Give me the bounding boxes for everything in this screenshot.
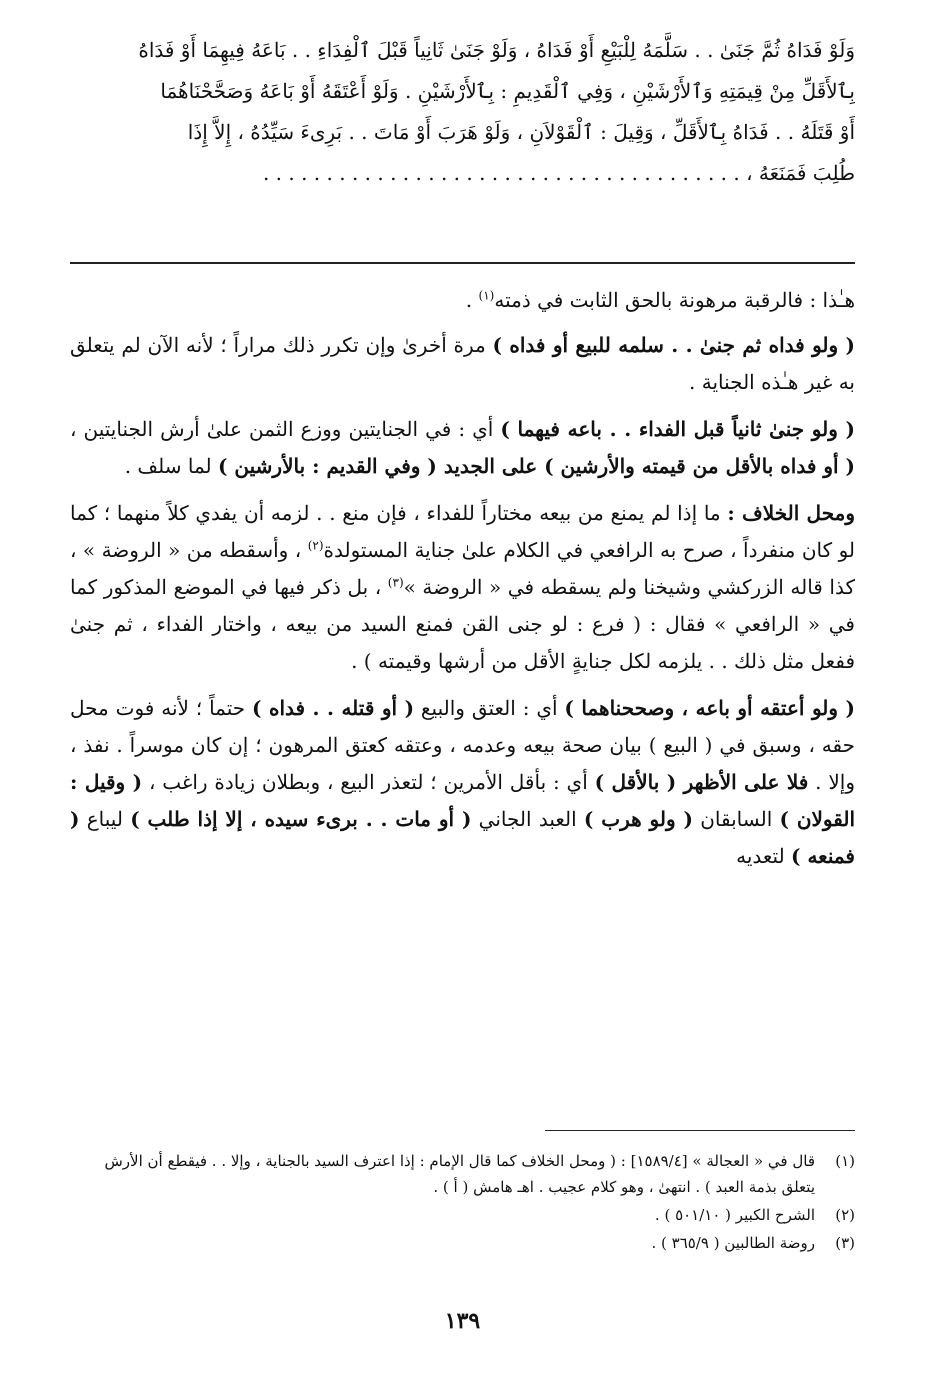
footnote-2-text: الشرح الكبير ( ٥٠١/١٠ ) . xyxy=(654,1206,815,1224)
p5-text-3: أي : بأقل الأمرين ؛ لتعذر البيع ، وبطلان زيادة راغب ، xyxy=(142,770,595,794)
footnotes xyxy=(70,1148,855,1258)
p5-matn-quote-7: ( فمنعه ) xyxy=(70,807,855,868)
commentary-paragraph-2 xyxy=(70,327,855,401)
p5-text-7: لتعديه xyxy=(736,844,792,868)
p5-matn-quote-1: ( ولو أعتقه أو باعه ، وصححناهما ) xyxy=(564,696,855,720)
p5-text-1: أي : العتق والبيع xyxy=(414,696,565,720)
footnote-1-number: (١) xyxy=(835,1152,855,1170)
footnote-1 xyxy=(70,1148,855,1200)
p1-text-2: . xyxy=(465,288,479,312)
p5-matn-quote-5: ( ولو هرب ) xyxy=(583,807,693,831)
commentary-paragraph-3 xyxy=(70,411,855,485)
p5-text-2: حتماً ؛ لأنه فوت محل حقه ، وسبق في ( البيع ) بيان صحة بيعه وعدمه ، وعتقه كعتق المرهون ؛ إن كان موسراً . نفذ ، وإلا . xyxy=(70,696,855,794)
p4-text-2: ، وأسقطه من « الروضة » ، كذا قاله الزركشي وشيخنا ولم يسقطه في « الروضة » xyxy=(70,538,856,599)
commentary-paragraph-4 xyxy=(70,495,855,680)
matn-line-2: بِٱلأَقَلِّ مِنْ قِيمَتِهِ وَٱلأَرْشَيْنِ ، وَفِي ٱلْقَدِيمِ : بِٱلأَرْشَيْنِ . وَلَوْ أَعْتَقَهُ أَوْ بَاعَهُ وَصَحَّحْنَاهُمَا xyxy=(160,79,855,103)
matn-line-3: أَوْ قَتَلَهُ . . فَدَاهُ بِٱلأَقَلِّ ، وَقِيلَ : ٱلْقَوْلاَنِ ، وَلَوْ هَرَبَ أَوْ مَاتَ . . بَرِىءَ سَيِّدُهُ ، إِلاَّ إِذَا xyxy=(187,120,855,144)
footnote-ref-1: (١) xyxy=(478,288,495,303)
footnote-2-number: (٢) xyxy=(835,1206,855,1224)
p5-text-6: ليباع xyxy=(79,807,131,831)
matn-line-1: وَلَوْ فَدَاهُ ثُمَّ جَنَىٰ . . سَلَّمَهُ لِلْبَيْعِ أَوْ فَدَاهُ ، وَلَوْ جَنَىٰ ثَانِياً قَبْلَ ٱلْفِدَاءِ . . بَاعَهُ فِيهِمَا أَوْ فَدَاهُ xyxy=(138,38,855,62)
book-page xyxy=(70,30,855,1350)
p4-heading: ومحل الخلاف : xyxy=(727,501,855,525)
matn-line-4 xyxy=(70,153,855,194)
p3-matn-quote-1: ( ولو جنىٰ ثانياً قبل الفداء . . باعه فيهما ) xyxy=(500,417,856,441)
footnote-ref-2: (٢) xyxy=(307,538,324,553)
matn-separator xyxy=(70,262,855,264)
matn-dots: . . . . . . . . . . . . . . . . . . . . . . . . . . . . . . . . . . . . . . xyxy=(262,161,740,185)
p4-text-3: ، بل ذكر فيها في الموضع المذكور كما في « الرافعي » فقال : ( فرع : لو جنى القن فمنع السيد من بيعه ، واختار الفداء ، ثم جنىٰ ففعل مثل ذلك . . يلزمه لكل جنايةٍ الأقل من أرشها وقيمته ) . xyxy=(70,575,855,673)
p1-text-1: هـٰذا : فالرقبة مرهونة بالحق الثابت في ذمته xyxy=(494,288,855,312)
p2-text-1: مرة أخرىٰ وإن تكرر ذلك مراراً ؛ لأنه الآن لم يتعلق به غير هـٰذه الجناية . xyxy=(70,333,855,394)
page-number: ١٣٩ xyxy=(444,1308,481,1334)
commentary-paragraph-5 xyxy=(70,690,855,875)
p3-text-1: أي : في الجنايتين ووزع الثمن علىٰ أرش الجنايتين ، xyxy=(70,417,501,441)
commentary-text xyxy=(70,282,855,885)
p5-text-4: السابقان xyxy=(692,807,780,831)
p5-matn-quote-6: ( أو مات . . برىء سيده ، إلا إذا طلب ) xyxy=(130,807,472,831)
p5-matn-quote-2: ( أو قتله . . فداه ) xyxy=(252,696,415,720)
p3-matn-quote-2: ( أو فداه بالأقل من قيمته والأرشين ) على الجديد ( وفي القديم : بالأرشين ) xyxy=(217,454,855,478)
footnote-3-number: (٣) xyxy=(835,1234,855,1252)
p2-matn-quote: ( ولو فداه ثم جنىٰ . . سلمه للبيع أو فداه ) xyxy=(492,333,856,357)
footnote-1-text: قال في « العجالة » [١٥٨٩/٤] : ( ومحل الخلاف كما قال الإمام : إذا اعترف السيد بالجناية ، وإلا . . فيقطع أن الأرش يتعلق بذمة العبد ) . انتهىٰ ، وهو كلام عجيب . اهـ هامش ( أ ) . xyxy=(104,1152,815,1196)
footnote-2 xyxy=(70,1202,855,1228)
p5-text-5: العبد الجاني xyxy=(471,807,584,831)
footnote-3-text: روضة الطالبين ( ٣٦٥/٩ ) . xyxy=(651,1234,815,1252)
p5-matn-quote-4: ( وقيل : القولان ) xyxy=(70,770,856,831)
footnote-separator xyxy=(545,1130,855,1131)
p5-matn-quote-3: فلا على الأظهر ( بالأقل ) xyxy=(594,770,809,794)
p4-text-1: ما إذا لم يمنع من بيعه مختاراً للفداء ، فإن منع . . لزمه أن يفدي كلاً منهما ؛ كما لو كان منفرداً ، صرح به الرافعي في الكلام علىٰ جناية المستولدة xyxy=(70,501,855,562)
commentary-paragraph-1 xyxy=(70,282,855,319)
footnote-ref-3: (٣) xyxy=(387,575,404,590)
matn-text xyxy=(70,30,855,194)
matn-line-4-text: طُلِبَ فَمَنَعَهُ ، xyxy=(746,161,855,185)
footnote-3 xyxy=(70,1230,855,1256)
p3-text-2: لما سلف . xyxy=(124,454,218,478)
